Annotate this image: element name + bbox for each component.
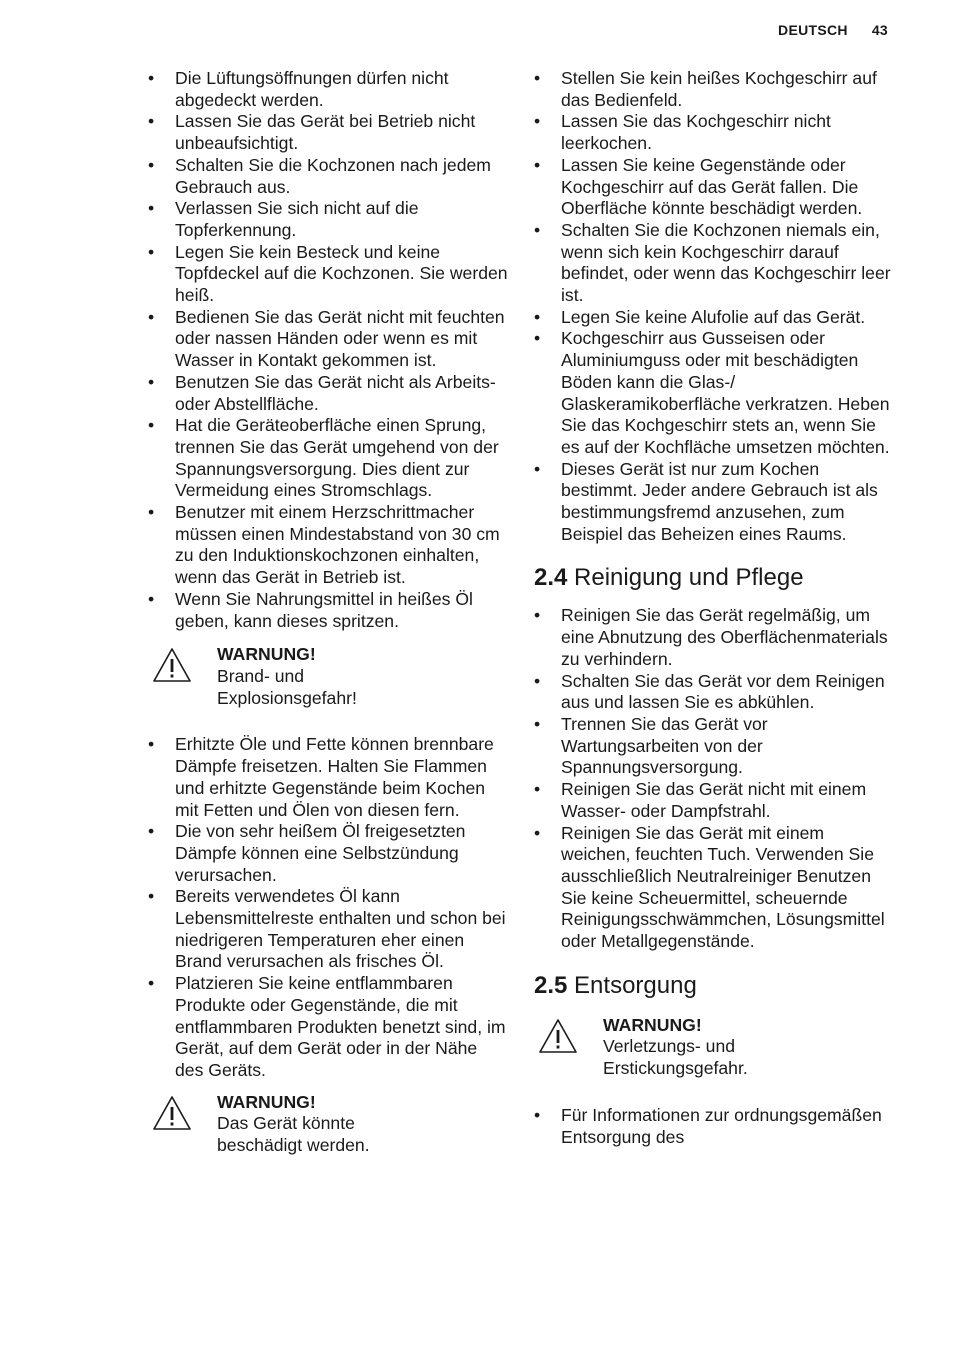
list-item: • Bedienen Sie das Gerät nicht mit feuchten oder nassen Händen oder wenn es mit Wasser in Kontakt gekommen ist. bbox=[148, 307, 510, 372]
disposal-list bbox=[534, 1105, 896, 1148]
warning-text-line: Brand- und bbox=[217, 665, 305, 686]
list-item: • Trennen Sie das Gerät vor Wartungsarbeiten von der Spannungsversorgung. bbox=[534, 714, 896, 779]
warning-injury-suffocation bbox=[534, 1015, 896, 1080]
list-item: • Schalten Sie die Kochzonen niemals ein, wenn sich kein Kochgeschirr darauf befindet, oder wenn das Kochgeschirr leer ist. bbox=[534, 220, 896, 307]
list-item: • Reinigen Sie das Gerät nicht mit einem Wasser- oder Dampfstrahl. bbox=[534, 779, 896, 822]
warning-triangle-icon bbox=[538, 1018, 578, 1054]
warning-title: WARNUNG! bbox=[217, 1091, 316, 1112]
safety-list-1 bbox=[148, 68, 510, 632]
list-item: • Benutzer mit einem Herzschrittmacher müssen einen Mindestabstand von 30 cm zu den Induktionskochzonen einhalten, wenn das Gerät in Betrieb ist. bbox=[148, 502, 510, 589]
warning-title: WARNUNG! bbox=[217, 644, 316, 665]
list-item: • Bereits verwendetes Öl kann Lebensmittelreste enthalten und schon bei niedrigeren Temperaturen eher einen Brand verursachen als frisches Öl. bbox=[148, 886, 510, 973]
header-language: DEUTSCH bbox=[778, 22, 848, 38]
section-title: Reinigung und Pflege bbox=[574, 564, 804, 592]
warning-fire-explosion bbox=[148, 644, 510, 709]
section-heading-cleaning bbox=[534, 563, 896, 593]
list-item: • Die Lüftungsöffnungen dürfen nicht abgedeckt werden. bbox=[148, 68, 510, 111]
warning-text-line: beschädigt werden. bbox=[217, 1135, 370, 1156]
warning-text-line: Explosionsgefahr! bbox=[217, 687, 357, 708]
list-item: • Für Informationen zur ordnungsgemäßen Entsorgung des bbox=[534, 1105, 896, 1148]
section-title: Entsorgung bbox=[574, 971, 697, 999]
warning-text-line: Verletzungs- und bbox=[603, 1036, 736, 1057]
section-number: 2.4 bbox=[534, 564, 568, 592]
list-item: • Stellen Sie kein heißes Kochgeschirr auf das Bedienfeld. bbox=[534, 68, 896, 111]
safety-list-3 bbox=[534, 68, 896, 545]
list-item: • Benutzen Sie das Gerät nicht als Arbeits- oder Abstellfläche. bbox=[148, 372, 510, 415]
list-item: • Lassen Sie keine Gegenstände oder Kochgeschirr auf das Gerät fallen. Die Oberfläche könnte beschädigt werden. bbox=[534, 155, 896, 220]
right-column bbox=[534, 68, 896, 1148]
list-item: • Dieses Gerät ist nur zum Kochen bestimmt. Jeder andere Gebrauch ist als bestimmungsfremd anzusehen, zum Beispiel das Beheizen eines Raums. bbox=[534, 459, 896, 546]
safety-list-2 bbox=[148, 734, 510, 1081]
list-item: • Platzieren Sie keine entflammbaren Produkte oder Gegenstände, die mit entflammbaren Produkten benetzt sind, im Gerät, auf dem Gerät oder in der Nähe des Geräts. bbox=[148, 973, 510, 1082]
warning-title: WARNUNG! bbox=[603, 1014, 702, 1035]
list-item: • Lassen Sie das Gerät bei Betrieb nicht unbeaufsichtigt. bbox=[148, 111, 510, 154]
list-item: • Erhitzte Öle und Fette können brennbare Dämpfe freisetzen. Halten Sie Flammen und erhitzte Gegenstände beim Kochen mit Fetten und Ölen von diesen fern. bbox=[148, 734, 510, 821]
section-heading-disposal bbox=[534, 971, 896, 1001]
warning-text-line: Erstickungsgefahr. bbox=[603, 1058, 748, 1079]
list-item: • Reinigen Sie das Gerät mit einem weichen, feuchten Tuch. Verwenden Sie ausschließlich Neutralreiniger Benutzen Sie keine Scheuermittel, scheuernde Reinigungsschwämmchen, Lösungsmittel oder Metallgegenstände. bbox=[534, 823, 896, 953]
list-item: • Wenn Sie Nahrungsmittel in heißes Öl geben, kann dieses spritzen. bbox=[148, 589, 510, 632]
page-header bbox=[778, 22, 888, 38]
list-item: • Kochgeschirr aus Gusseisen oder Aluminiumguss oder mit beschädigten Böden kann die Glas-/ Glaskeramikoberfläche verkratzen. Heben Sie das Kochgeschirr stets an, wenn Sie es auf der Kochfläche umsetzen möchten. bbox=[534, 328, 896, 458]
list-item: • Schalten Sie das Gerät vor dem Reinigen aus und lassen Sie es abkühlen. bbox=[534, 671, 896, 714]
section-number: 2.5 bbox=[534, 971, 568, 999]
warning-text-line: Das Gerät könnte bbox=[217, 1113, 355, 1134]
warning-triangle-icon bbox=[152, 1095, 192, 1131]
page-number: 43 bbox=[871, 22, 888, 38]
list-item: • Reinigen Sie das Gerät regelmäßig, um eine Abnutzung des Oberflächenmaterials zu verhindern. bbox=[534, 605, 896, 670]
list-item: • Legen Sie keine Alufolie auf das Gerät. bbox=[534, 307, 896, 329]
list-item: • Schalten Sie die Kochzonen nach jedem Gebrauch aus. bbox=[148, 155, 510, 198]
list-item: • Legen Sie kein Besteck und keine Topfdeckel auf die Kochzonen. Sie werden heiß. bbox=[148, 242, 510, 307]
cleaning-list bbox=[534, 605, 896, 952]
list-item: • Lassen Sie das Kochgeschirr nicht leerkochen. bbox=[534, 111, 896, 154]
warning-device-damage bbox=[148, 1092, 510, 1157]
warning-triangle-icon bbox=[152, 647, 192, 683]
left-column bbox=[148, 68, 510, 1182]
list-item: • Die von sehr heißem Öl freigesetzten Dämpfe können eine Selbstzündung verursachen. bbox=[148, 821, 510, 886]
list-item: • Verlassen Sie sich nicht auf die Topferkennung. bbox=[148, 198, 510, 241]
list-item: • Hat die Geräteoberfläche einen Sprung, trennen Sie das Gerät umgehend von der Spannungsversorgung. Dies dient zur Vermeidung eines Stromschlags. bbox=[148, 415, 510, 502]
